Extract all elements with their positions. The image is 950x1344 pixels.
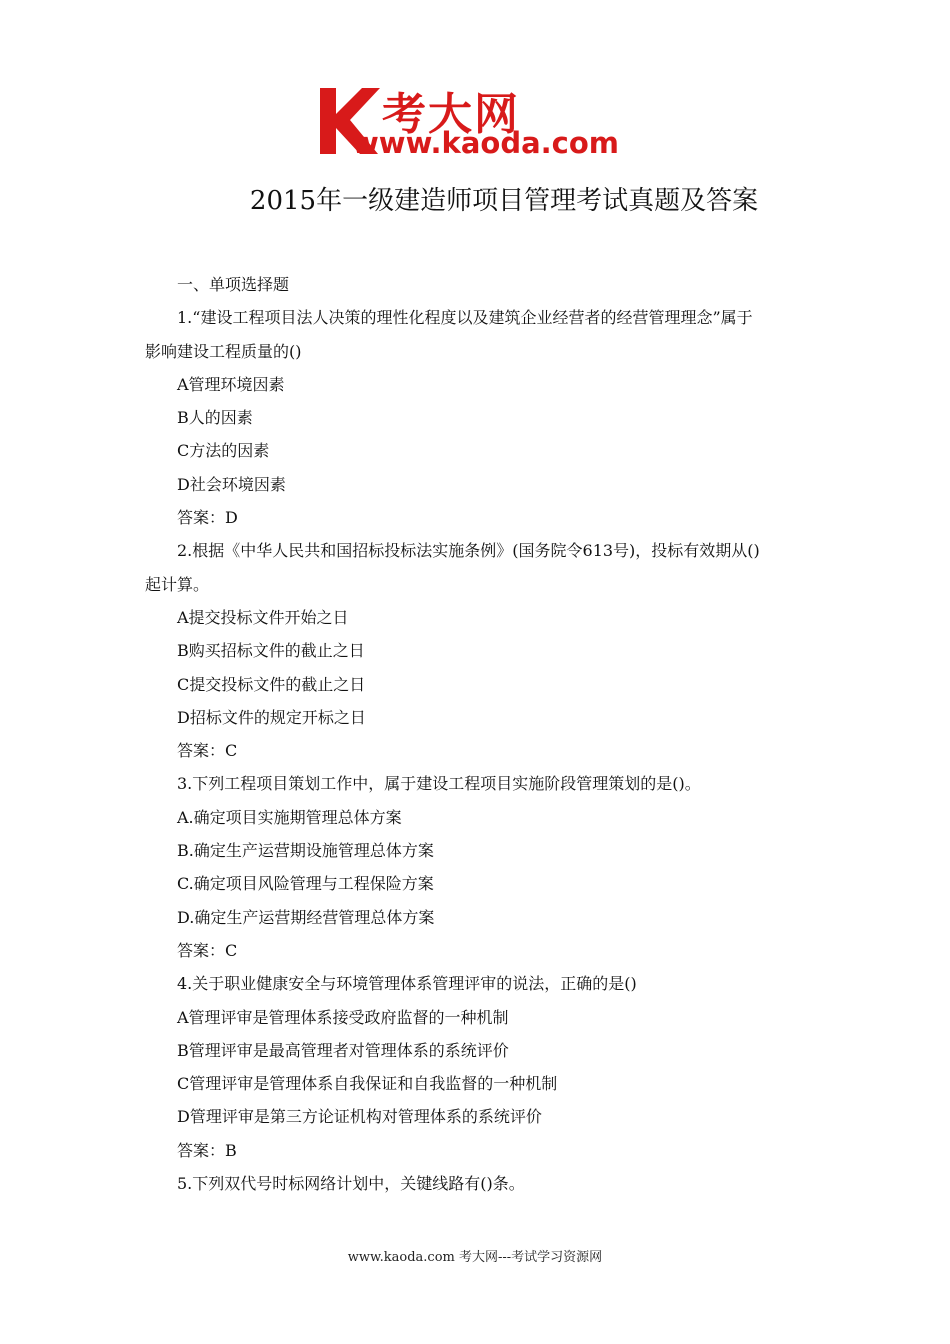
text-line: 1.“建设工程项目法人决策的理性化程度以及建筑企业经营者的经营管理理念”属于 bbox=[177, 308, 753, 328]
text-line: 4.关于职业健康安全与环境管理体系管理评审的说法，正确的是() bbox=[177, 974, 637, 994]
text-line: C管理评审是管理体系自我保证和自我监督的一种机制 bbox=[177, 1074, 558, 1094]
text-line: 起计算。 bbox=[145, 574, 210, 594]
text-line: 答案：C bbox=[177, 940, 238, 960]
document-body bbox=[145, 268, 825, 1200]
text-line: 答案：B bbox=[177, 1140, 237, 1160]
kaoda-logo bbox=[316, 84, 646, 164]
text-line: C.确定项目风险管理与工程保险方案 bbox=[177, 874, 434, 894]
text-line: 一、单项选择题 bbox=[177, 275, 290, 294]
text-line: A管理评审是管理体系接受政府监督的一种机制 bbox=[177, 1007, 509, 1027]
text-line: B.确定生产运营期设施管理总体方案 bbox=[177, 841, 434, 861]
logo-brand-name: 考大网 bbox=[382, 89, 520, 140]
document-title: 2015年一级建造师项目管理考试真题及答案 bbox=[249, 186, 759, 216]
text-line: 影响建设工程质量的() bbox=[145, 341, 302, 361]
text-line: D社会环境因素 bbox=[177, 474, 286, 494]
text-line: 2.根据《中华人民共和国招标投标法实施条例》(国务院令613号)，投标有效期从() bbox=[177, 541, 760, 561]
text-line: 答案：D bbox=[177, 508, 238, 528]
text-line: 答案：C bbox=[177, 741, 238, 761]
text-line: D.确定生产运营期经营管理总体方案 bbox=[177, 907, 435, 927]
text-line: D招标文件的规定开标之日 bbox=[177, 707, 366, 727]
text-line: D管理评审是第三方论证机构对管理体系的系统评价 bbox=[177, 1107, 542, 1127]
text-line: C提交投标文件的截止之日 bbox=[177, 674, 366, 694]
text-line: 3.下列工程项目策划工作中，属于建设工程项目实施阶段管理策划的是()。 bbox=[177, 774, 701, 794]
text-line: C方法的因素 bbox=[177, 441, 270, 461]
page-footer: www.kaoda.com 考大网---考试学习资源网 bbox=[347, 1250, 603, 1265]
text-line: 5.下列双代号时标网络计划中，关键线路有()条。 bbox=[177, 1174, 525, 1194]
logo-brand-url: www.kaoda.com bbox=[352, 126, 619, 160]
text-line: B人的因素 bbox=[177, 408, 253, 428]
text-line: A提交投标文件开始之日 bbox=[177, 607, 349, 627]
text-line: A管理环境因素 bbox=[177, 374, 285, 394]
text-line: B购买招标文件的截止之日 bbox=[177, 641, 365, 661]
text-line: B管理评审是最高管理者对管理体系的系统评价 bbox=[177, 1040, 509, 1060]
text-line: A.确定项目实施期管理总体方案 bbox=[177, 807, 402, 827]
